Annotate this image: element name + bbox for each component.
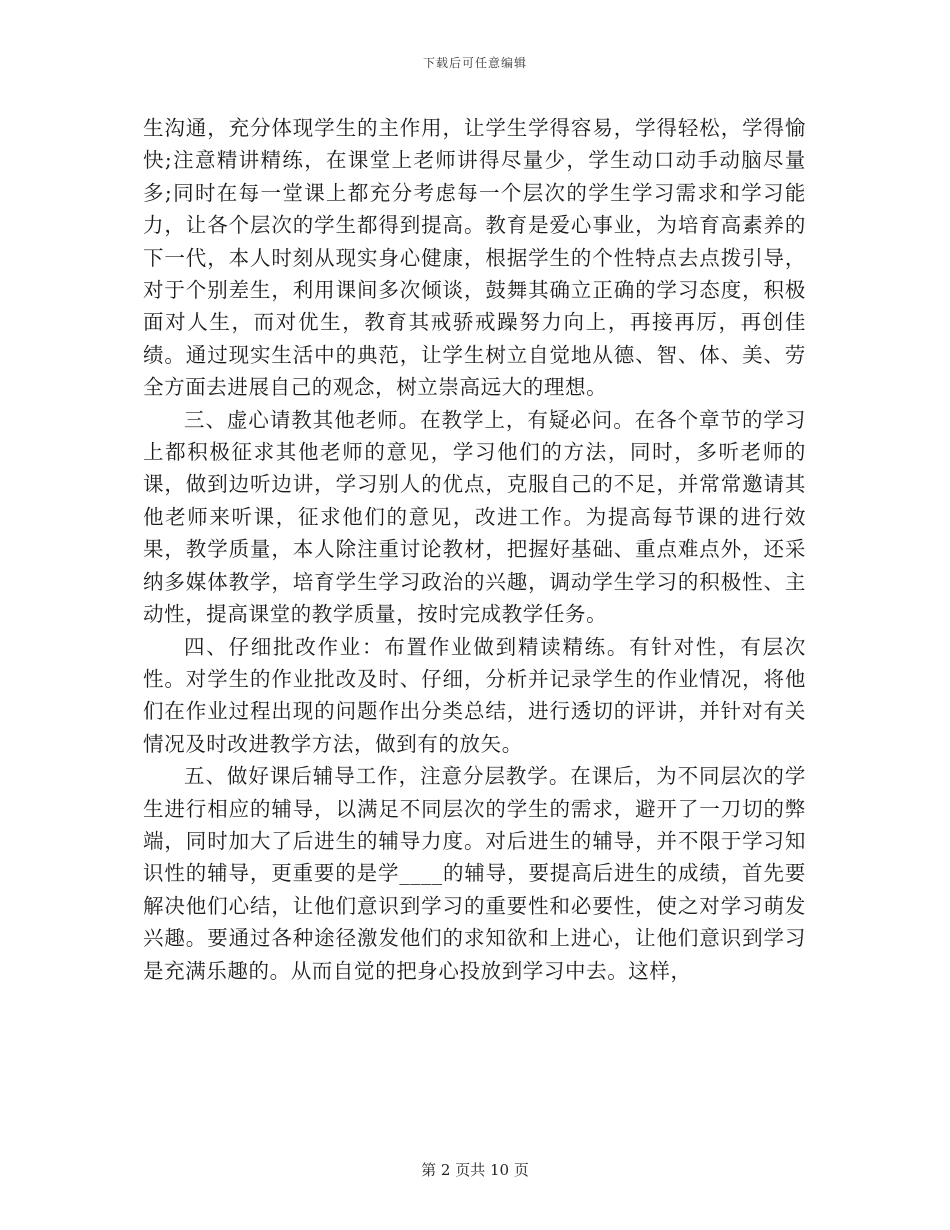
paragraph-section-four: 四、仔细批改作业：布置作业做到精读精练。有针对性，有层次性。对学生的作业批改及时、仔细，分析并记录学生的作业情况，将他们在作业过程出现的问题作出分类总结，进行透切的评讲，并针对有关情况及时改进教学方法，做到有的放矢。 bbox=[143, 634, 806, 756]
paragraph-continuation: 生沟通，充分体现学生的主作用，让学生学得容易，学得轻松，学得愉快;注意精讲精练，在课堂上老师讲得尽量少，学生动口动手动脑尽量多;同时在每一堂课上都充分考虑每一个层次的学生学习需求和学习能力，让各个层次的学生都得到提高。教育是爱心事业，为培育高素养的下一代，本人时刻从现实身心健康，根据学生的个性特点去点拨引导，对于个别差生，利用课间多次倾谈，鼓舞其确立正确的学习态度，积极面对人生，而对优生，教育其戒骄戒躁努力向上，再接再厉，再创佳绩。通过现实生活中的典范，让学生树立自觉地从德、智、体、美、劳全方面去进展自己的观念，树立崇高远大的理想。 bbox=[143, 116, 806, 400]
document-body bbox=[143, 112, 806, 987]
paragraph-section-three: 三、虚心请教其他老师。在教学上，有疑必问。在各个章节的学习上都积极征求其他老师的意见，学习他们的方法，同时，多听老师的课，做到边听边讲，学习别人的优点，克服自己的不足，并常常邀请其他老师来听课，征求他们的意见，改进工作。为提高每节课的进行效果，教学质量，本人除注重讨论教材，把握好基础、重点难点外，还采纳多媒体教学，培育学生学习政治的兴趣，调动学生学习的积极性、主动性，提高课堂的教学质量，按时完成教学任务。 bbox=[143, 407, 806, 627]
paragraph-section-five: 五、做好课后辅导工作，注意分层教学。在课后，为不同层次的学生进行相应的辅导，以满足不同层次的学生的需求，避开了一刀切的弊端，同时加大了后进生的辅导力度。对后进生的辅导，并不限于学习知识性的辅导，更重要的是学____的辅导，要提高后进生的成绩，首先要解决他们心结，让他们意识到学习的重要性和必要性，使之对学习萌发兴趣。要通过各种途径激发他们的求知欲和上进心，让他们意识到学习是充满乐趣的。从而自觉的把身心投放到学习中去。这样， bbox=[143, 764, 806, 983]
page-number-footer: 第 2 页共 10 页 bbox=[421, 1161, 529, 1179]
page-header-note: 下载后可任意编辑 bbox=[422, 56, 527, 70]
